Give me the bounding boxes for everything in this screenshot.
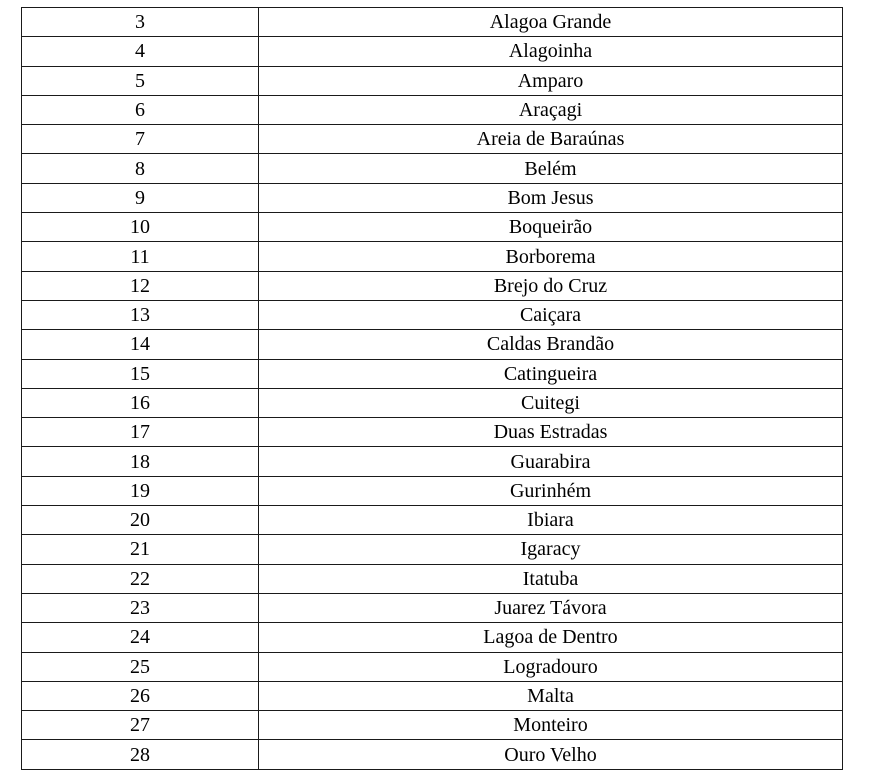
- row-number-cell: 21: [22, 535, 259, 564]
- row-number-cell: 18: [22, 447, 259, 476]
- municipality-name-cell: Itatuba: [259, 564, 843, 593]
- table-row: [22, 330, 843, 359]
- municipality-name-cell: Malta: [259, 681, 843, 710]
- table-row: [22, 66, 843, 95]
- row-number-cell: 24: [22, 623, 259, 652]
- row-number-cell: 10: [22, 213, 259, 242]
- table-row: [22, 242, 843, 271]
- municipality-name-cell: Bom Jesus: [259, 183, 843, 212]
- municipality-name-cell: Monteiro: [259, 711, 843, 740]
- row-number-cell: 9: [22, 183, 259, 212]
- table-row: [22, 623, 843, 652]
- table-row: [22, 564, 843, 593]
- table-row: [22, 95, 843, 124]
- row-number-cell: 26: [22, 681, 259, 710]
- row-number-cell: 12: [22, 271, 259, 300]
- municipality-name-cell: Amparo: [259, 66, 843, 95]
- row-number-cell: 8: [22, 154, 259, 183]
- row-number-cell: 4: [22, 37, 259, 66]
- row-number-cell: 5: [22, 66, 259, 95]
- municipality-name-cell: Araçagi: [259, 95, 843, 124]
- municipality-name-cell: Alagoa Grande: [259, 8, 843, 37]
- table-row: [22, 506, 843, 535]
- table-row: [22, 652, 843, 681]
- municipality-name-cell: Igaracy: [259, 535, 843, 564]
- municipality-name-cell: Belém: [259, 154, 843, 183]
- municipality-name-cell: Ouro Velho: [259, 740, 843, 769]
- row-number-cell: 20: [22, 506, 259, 535]
- table-row: [22, 8, 843, 37]
- row-number-cell: 15: [22, 359, 259, 388]
- row-number-cell: 16: [22, 388, 259, 417]
- table-row: [22, 300, 843, 329]
- municipality-name-cell: Lagoa de Dentro: [259, 623, 843, 652]
- row-number-cell: 19: [22, 476, 259, 505]
- row-number-cell: 23: [22, 593, 259, 622]
- row-number-cell: 7: [22, 125, 259, 154]
- row-number-cell: 22: [22, 564, 259, 593]
- row-number-cell: 11: [22, 242, 259, 271]
- municipality-name-cell: Guarabira: [259, 447, 843, 476]
- municipality-name-cell: Logradouro: [259, 652, 843, 681]
- table-row: [22, 535, 843, 564]
- table-row: [22, 681, 843, 710]
- table-row: [22, 418, 843, 447]
- table-row: [22, 125, 843, 154]
- table-row: [22, 388, 843, 417]
- municipality-name-cell: Gurinhém: [259, 476, 843, 505]
- municipality-name-cell: Duas Estradas: [259, 418, 843, 447]
- table-row: [22, 154, 843, 183]
- municipality-name-cell: Cuitegi: [259, 388, 843, 417]
- row-number-cell: 6: [22, 95, 259, 124]
- municipality-name-cell: Juarez Távora: [259, 593, 843, 622]
- row-number-cell: 13: [22, 300, 259, 329]
- row-number-cell: 27: [22, 711, 259, 740]
- table-row: [22, 37, 843, 66]
- municipality-name-cell: Brejo do Cruz: [259, 271, 843, 300]
- municipality-name-cell: Borborema: [259, 242, 843, 271]
- table-row: [22, 271, 843, 300]
- table-row: [22, 447, 843, 476]
- table-row: [22, 711, 843, 740]
- table-row: [22, 359, 843, 388]
- table-row: [22, 593, 843, 622]
- municipality-name-cell: Caiçara: [259, 300, 843, 329]
- table-row: [22, 183, 843, 212]
- municipality-table: [21, 7, 843, 770]
- row-number-cell: 17: [22, 418, 259, 447]
- table-row: [22, 740, 843, 769]
- row-number-cell: 25: [22, 652, 259, 681]
- municipality-name-cell: Alagoinha: [259, 37, 843, 66]
- row-number-cell: 3: [22, 8, 259, 37]
- municipality-name-cell: Ibiara: [259, 506, 843, 535]
- municipality-name-cell: Areia de Baraúnas: [259, 125, 843, 154]
- table-row: [22, 476, 843, 505]
- table-row: [22, 213, 843, 242]
- municipality-name-cell: Boqueirão: [259, 213, 843, 242]
- municipality-name-cell: Caldas Brandão: [259, 330, 843, 359]
- row-number-cell: 28: [22, 740, 259, 769]
- row-number-cell: 14: [22, 330, 259, 359]
- municipality-name-cell: Catingueira: [259, 359, 843, 388]
